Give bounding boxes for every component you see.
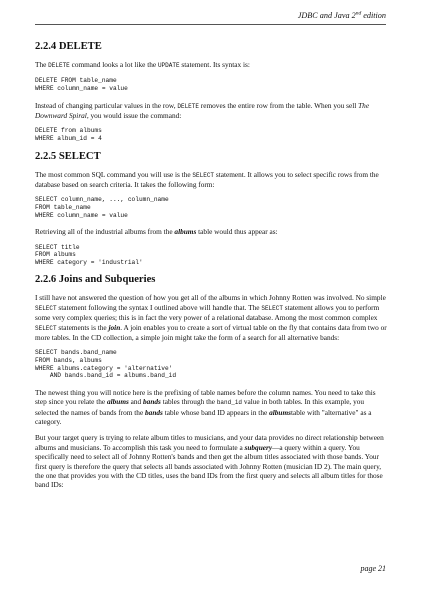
section-heading-joins: 2.2.6 Joins and Subqueries <box>35 274 156 286</box>
page-number: page 21 <box>360 564 386 573</box>
section-heading-select: 2.2.5 SELECT <box>35 150 101 162</box>
code-block: DELETE FROM table_name WHERE column_name = value <box>35 77 128 92</box>
paragraph: The DELETE command looks a lot like the UPDATE statement. Its syntax is: <box>35 60 250 69</box>
header-rule <box>35 24 386 25</box>
section-heading-delete: 2.2.4 DELETE <box>35 41 102 52</box>
code-block: SELECT column_name, ..., column_name FROM table_name WHERE column_name = value <box>35 196 169 219</box>
paragraph: Retrieving all of the industrial albums from the albums table would thus appear as: <box>35 227 278 237</box>
paragraph: The most common SQL command you will use is the SELECT statement. It allows you to select specific rows from the database based on search criteria. It takes the following form: <box>35 169 379 189</box>
paragraph: Instead of changing particular values in the row, DELETE removes the entire row from the table. When you sell The Downward Spiral, you would issue the command: <box>35 100 370 120</box>
code-block: SELECT title FROM albums WHERE category = 'industrial' <box>35 243 143 266</box>
paragraph: The newest thing you will notice here is the prefixing of table names before the column names. You need to take this step since you relate the albums and bands tables through the band_id value in both tables. In this example, you selected the names of bands from the bands table whose band ID appears in the albumstable with "alternative" as a category. <box>35 387 376 426</box>
paragraph: But your target query is trying to relate album titles to musicians, and your data provides no direct relationship between albums and musicians. To accomplish this task you need to formulate a subquery—a query within a query. You specifically need to select all of Johnny Rotten's bands and then get the album titles associated with those bands. Your first query is therefore the query that selects all bands associated with Johnny Rotten (musician ID 2). The main query, the one that provides you with the CD titles, uses the band IDs from the first query and selects all album titles for those band IDs: <box>35 433 384 490</box>
main-content <box>35 41 387 497</box>
paragraph: I still have not answered the question of how you get all of the albums in which Johnny Rotten was involved. No simple SELECT statement following the syntax I outlined above will handle that. The SELECT statement allows you to perform some very complex queries; this is in fact the very power of a relational database. Among the most common complex SELECT statements is the join. A join enables you to create a sort of virtual table on the fly that contains data from two or more tables. In the CD collection, a simple join might take the form of a search for all alternative bands: <box>35 293 387 342</box>
code-block: DELETE from albums WHERE album_id = 4 <box>35 127 102 142</box>
running-header: JDBC and Java 2nd edition <box>297 10 386 20</box>
code-block: SELECT bands.band_name FROM bands, albums WHERE albums.category = 'alternative' AND bands.band_id = albums.band_id <box>35 349 177 380</box>
